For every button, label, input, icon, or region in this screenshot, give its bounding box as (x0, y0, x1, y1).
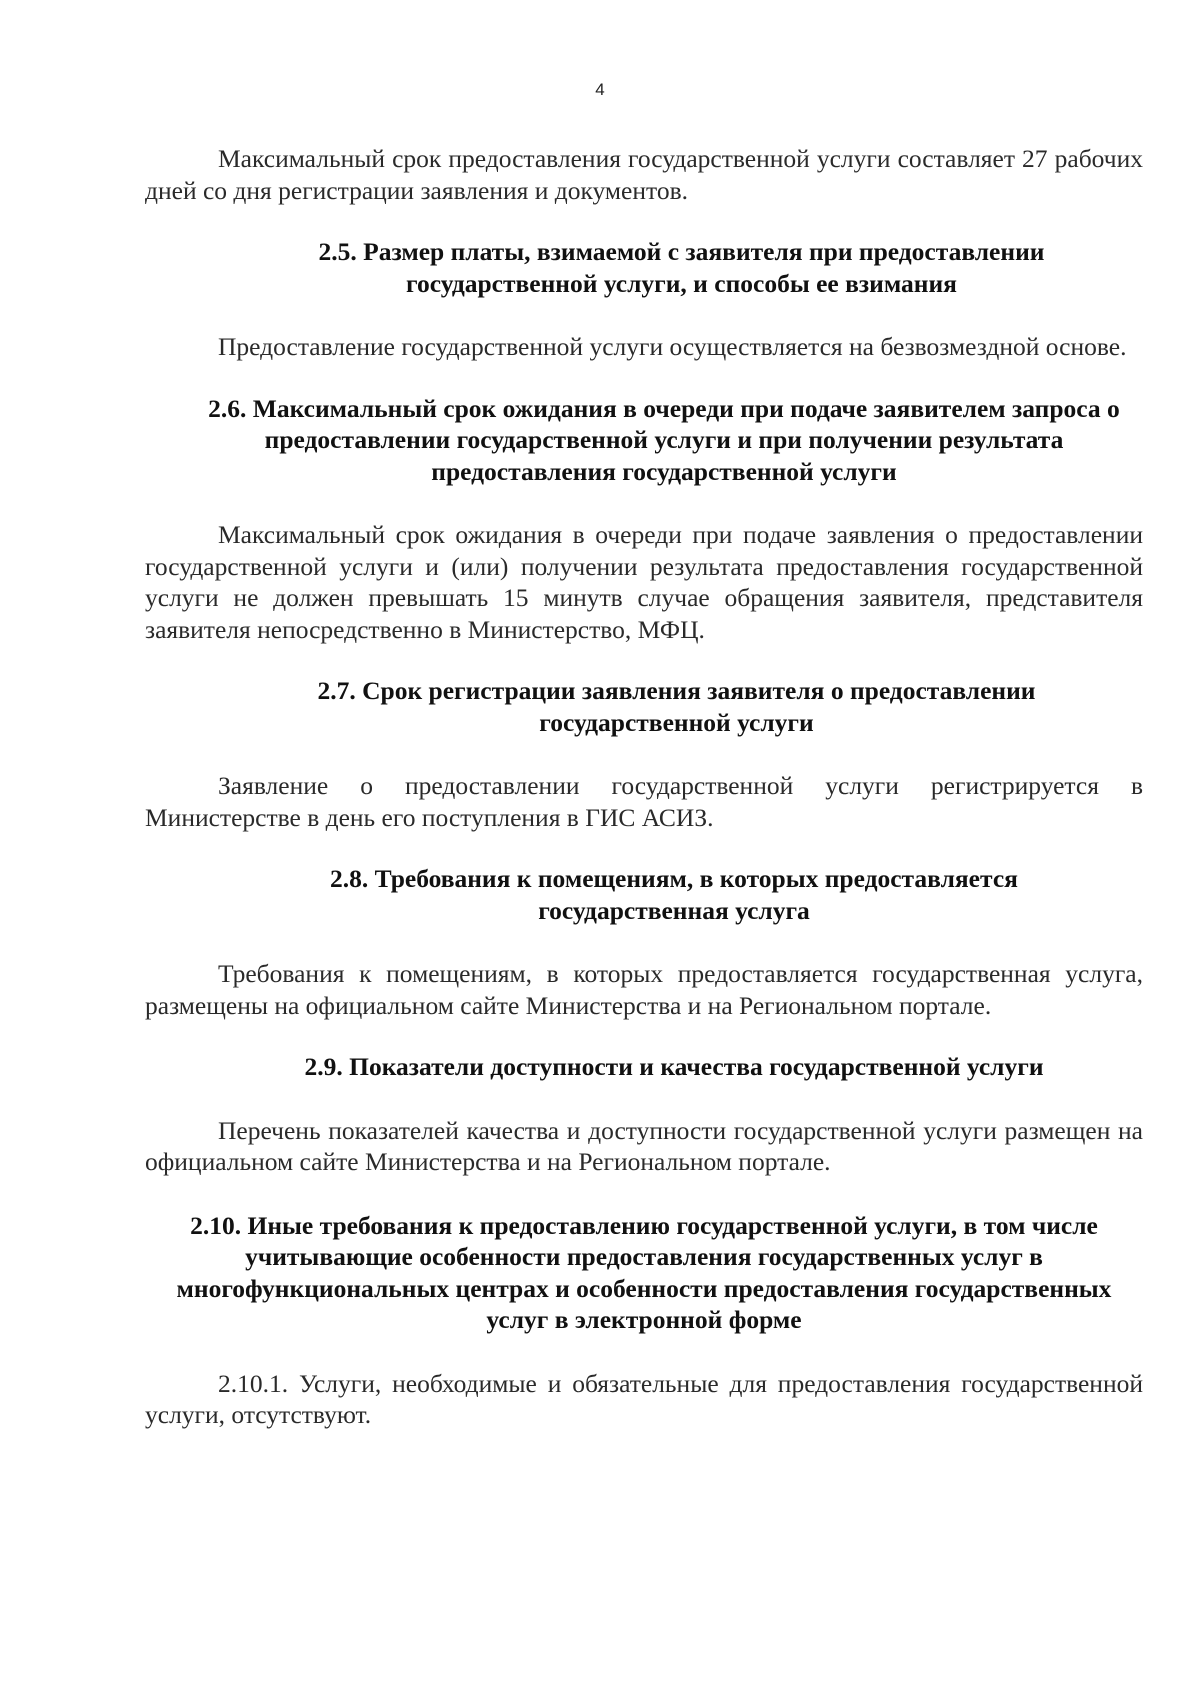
heading-2-9-quality-indicators: 2.9. Показатели доступности и качества государственной услуги (304, 1052, 1044, 1081)
heading-2-5-fee: 2.5. Размер платы, взимаемой с заявителя при предоставлении государственной услуги, и способы ее взимания (318, 237, 1045, 298)
paragraph-max-service-term: Максимальный срок предоставления государственной услуги составляет 27 рабочих дней со дня регистрации заявления и документов. (145, 144, 1143, 205)
paragraph-2-6-queue-time: Максимальный срок ожидания в очереди при подаче заявления о предоставлении государственной услуги и (или) получении результата предоставления государственной услуги не должен превышать 15 минутв случае обращения заявителя, представителя заявителя непосредственно в Министерство, МФЦ. (145, 520, 1143, 644)
heading-2-6-queue-wait: 2.6. Максимальный срок ожидания в очереди при подаче заявителем запроса о предоставлении государственной услуги и при получении результата предоставления государственной услуги (208, 393, 1120, 486)
paragraph-2-10-1-services: 2.10.1. Услуги, необходимые и обязательные для предоставления государственной услуги, отсутствуют. (145, 1368, 1143, 1429)
heading-2-10-other-requirements: 2.10. Иные требования к предоставлению государственной услуги, в том числе учитывающие особенности предоставления государственных услуг в многофункциональных центрах и особенности предоставления государственных услуг в электронной форме (176, 1210, 1112, 1334)
page-number: 4 (595, 80, 605, 99)
heading-2-8-premises-requirements: 2.8. Требования к помещениям, в которых предоставляется государственная услуга (330, 864, 1018, 925)
paragraph-2-8-premises: Требования к помещениям, в которых предоставляется государственная услуга, размещены на официальном сайте Министерства и на Региональном портале. (145, 959, 1143, 1020)
paragraph-2-5-free-of-charge: Предоставление государственной услуги осуществляется на безвозмездной основе. (218, 332, 1127, 361)
paragraph-2-7-registration: Заявление о предоставлении государственной услуги регистрируется в Министерстве в день его поступления в ГИС АСИЗ. (145, 771, 1143, 832)
heading-2-7-registration-term: 2.7. Срок регистрации заявления заявителя о предоставлении государственной услуги (317, 676, 1036, 737)
paragraph-2-9-indicators: Перечень показателей качества и доступности государственной услуги размещен на официальном сайте Министерства и на Региональном портале. (145, 1115, 1143, 1176)
document-body (145, 143, 1143, 1431)
